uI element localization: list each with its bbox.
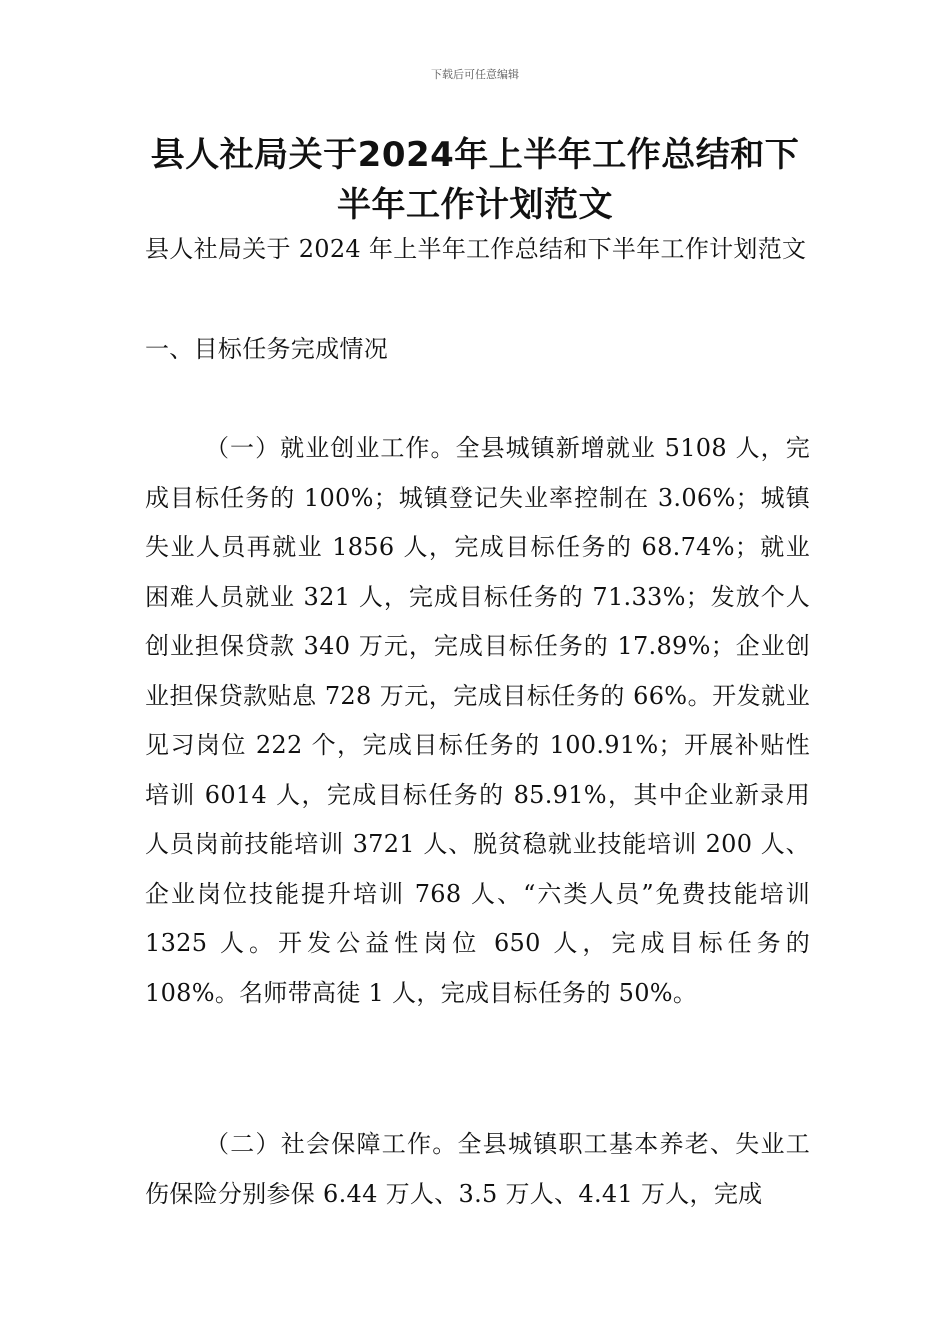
document-title: 县人社局关于2024年上半年工作总结和下半年工作计划范文 — [150, 135, 800, 225]
paragraph-social-security: （二）社会保障工作。全县城镇职工基本养老、失业工伤保险分别参保 6.44 万人、3.5 万人、4.41 万人，完成 — [145, 1130, 810, 1208]
paragraph-employment: （一）就业创业工作。全县城镇新增就业 5108 人，完成目标任务的 100%；城镇登记失业率控制在 3.06%；城镇失业人员再就业 1856 人，完成目标任务的 68.74%；就业困难人员就业 321 人，完成目标任务的 71.33%；发放个人创业担保贷款 340 万元，完成目标任务的 17.89%；企业创业担保贷款贴息 728 万元，完成目标任务的 66%。开发就业见习岗位 222 个，完成目标任务的 100.91%；开展补贴性培训 6014 人，完成目标任务的 85.91%，其中企业新录用人员岗前技能培训 3721 人、脱贫稳就业技能培训 200 人、企业岗位技能提升培训 768 人、“六类人员”免费技能培训 1325 人。开发公益性岗位 650 人，完成目标任务的 108%。名师带高徒 1 人，完成目标任务的 50%。 — [145, 434, 810, 1007]
section-heading: 一、目标任务完成情况 — [145, 335, 388, 363]
document-subtitle: 县人社局关于 2024 年上半年工作总结和下半年工作计划范文 — [145, 235, 807, 263]
header-note: 下载后可任意编辑 — [431, 68, 519, 81]
